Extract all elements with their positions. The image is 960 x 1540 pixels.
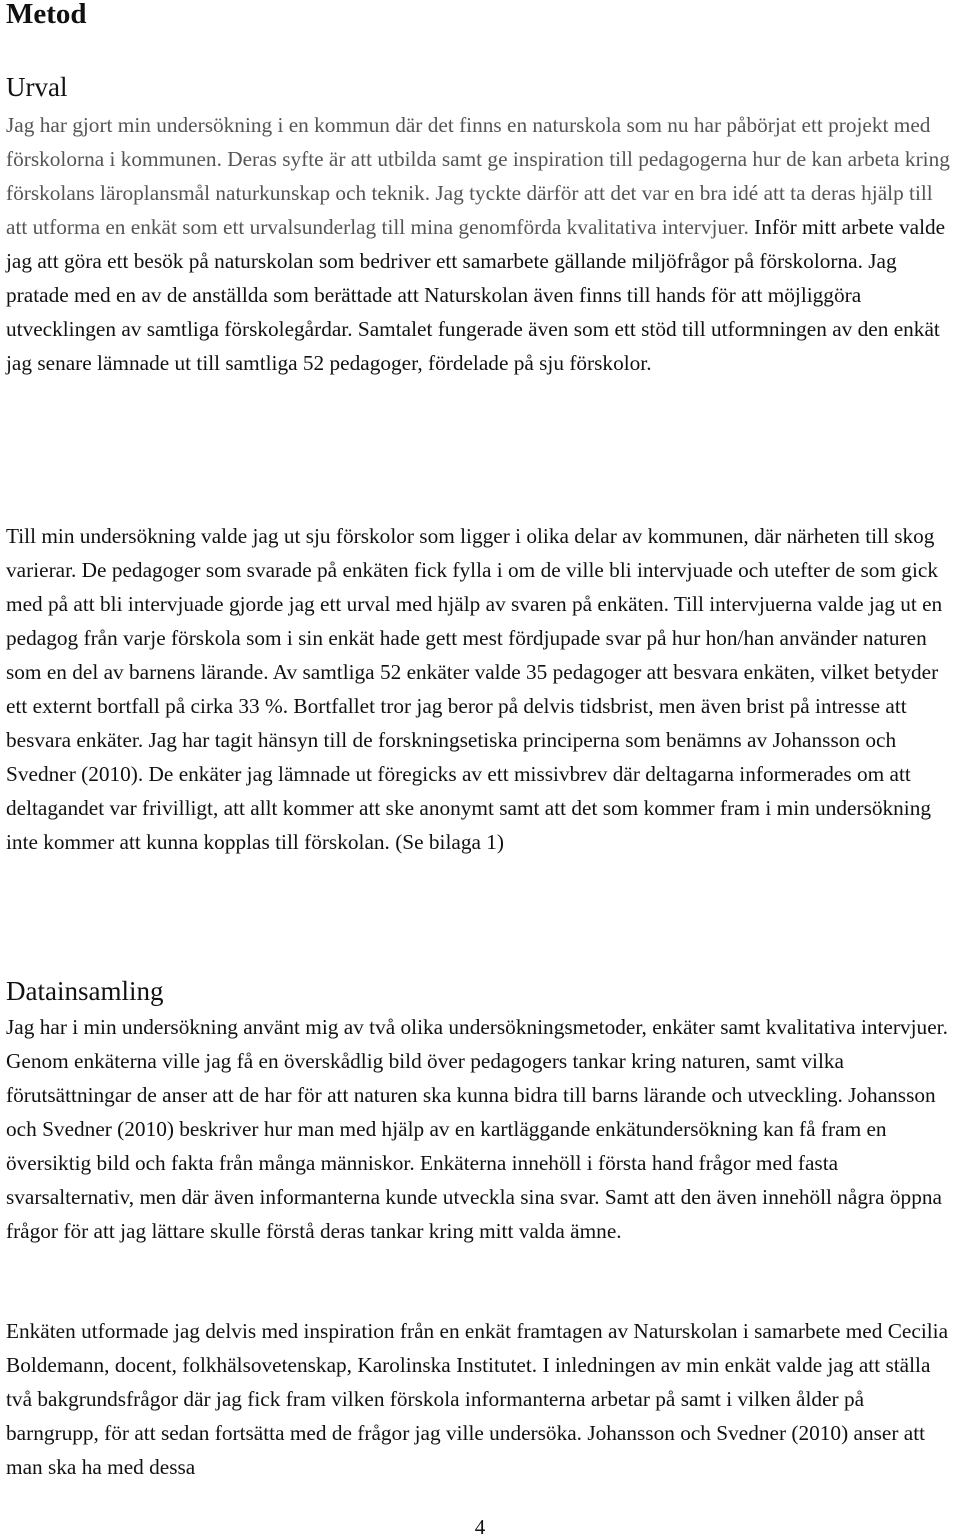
paragraph-urval-2: Till min undersökning valde jag ut sju förskolor som ligger i olika delar av kommunen, där närheten till skog varierar. De pedagoger som svarade på enkäten fick fylla i om de ville bli intervjuade och utefter de som gick med på att bli intervjuade gjorde jag ett urval med hjälp av svaren på enkäten. Till intervjuerna valde jag ut en pedagog från varje förskola som i sin enkät hade gett mest fördjupade svar på hur hon/han använder naturen som en del av barnens lärande. Av samtliga 52 enkäter valde 35 pedagoger att besvara enkäten, vilket betyder ett externt bortfall på cirka 33 %. Bortfallet tror jag beror på delvis tidsbrist, men även brist på intresse att besvara enkäter. Jag har tagit hänsyn till de forskningsetiska principerna som benämns av Johansson och Svedner (2010). De enkäter jag lämnade ut föregicks av ett missivbrev där deltagarna informerades om att deltagandet var frivilligt, att allt kommer att ske anonymt samt att det som kommer fram i min undersökning inte kommer att kunna kopplas till förskolan. (Se bilaga 1) xyxy=(6,524,943,854)
section-urval xyxy=(6,70,954,380)
paragraph-urval-1-text: Inför mitt arbete valde jag att göra ett besök på naturskolan som bedriver ett samarbete gällande miljöfrågor på förskolorna. Jag pratade med en av de anställda som berättade att Naturskolan även finns till hands för att möjliggöra utvecklingen av samtliga förskolegårdar. Samtalet fungerade även som ett stöd till utformningen av den enkät jag senare lämnade ut till samtliga 52 pedagoger, fördelade på sju förskolor. xyxy=(6,215,946,375)
paragraph-datainsamling-2: Enkäten utformade jag delvis med inspiration från en enkät framtagen av Naturskolan i samarbete med Cecilia Boldemann, docent, folkhälsovetenskap, Karolinska Institutet. I inledningen av min enkät valde jag att ställa två bakgrundsfrågor där jag fick fram vilken förskola informanterna arbetar på samt i vilken ålder på barngrupp, för att sedan fortsätta med de frågor jag ville undersöka. Johansson och Svedner (2010) anser att man ska ha med dessa xyxy=(6,1319,949,1479)
page-number: 4 xyxy=(474,1515,486,1539)
paragraph-urval-1 xyxy=(6,108,954,380)
section-title-datainsamling: Datainsamling xyxy=(6,976,164,1006)
page-title: Metod xyxy=(6,0,87,30)
section-title-urval: Urval xyxy=(6,72,68,102)
section-datainsamling-continued xyxy=(6,1314,954,1484)
paragraph-datainsamling-1: Jag har i min undersökning använt mig av två olika undersökningsmetoder, enkäter samt kvalitativa intervjuer. Genom enkäterna ville jag få en överskådlig bild över pedagogers tankar kring naturen, samt vilka förutsättningar de anser att de har för att naturen ska kunna bidra till barns lärande och utveckling. Johansson och Svedner (2010) beskriver hur man med hjälp av en kartläggande enkätundersökning kan få fram en översiktig bild och fakta från många människor. Enkäterna innehöll i första hand frågor med fasta svarsalternativ, men där även informanterna kunde utveckla sina svar. Samt att den även innehöll några öppna frågor för att jag lättare skulle förstå deras tankar kring mitt valda ämne. xyxy=(6,1015,948,1243)
section-datainsamling xyxy=(6,974,954,1248)
section-urval-continued xyxy=(6,519,954,859)
paragraph-urval-1-faded-text: Jag har gjort min undersökning i en kommun där det finns en naturskola som nu har påbörjat ett projekt med förskolorna i kommunen. Deras syfte är att utbilda samt ge inspiration till pedagogerna hur de kan arbeta kring förskolans läroplansmål naturkunskap och teknik. Jag tyckte därför att det var en bra idé att ta deras hjälp till att utforma en enkät som ett urvalsunderlag till mina genomförda kvalitativa intervjuer. xyxy=(6,113,950,239)
